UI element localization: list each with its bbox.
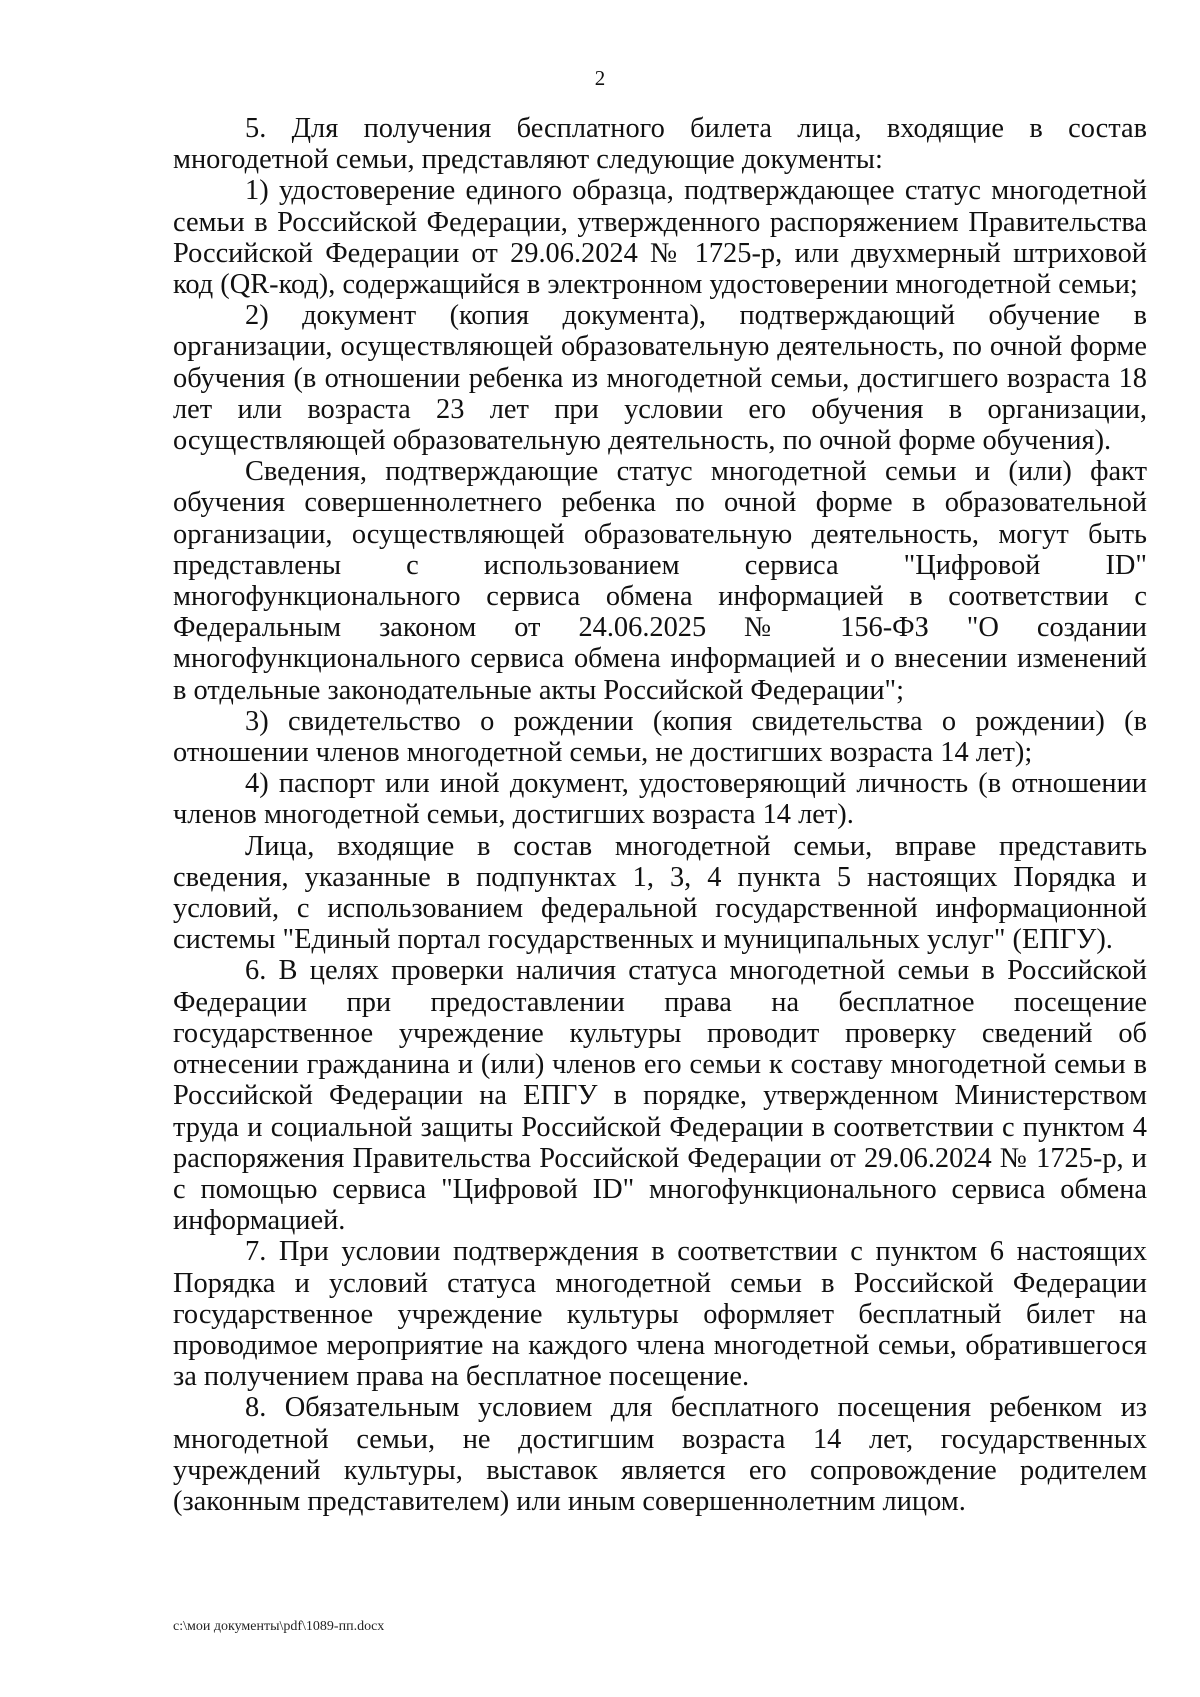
paragraph-item-5: 5. Для получения бесплатного билета лица, входящие в состав многодетной семьи, представляют следующие документы: <box>173 113 1147 176</box>
document-body <box>173 113 1147 1517</box>
paragraph-item-7: 7. При условии подтверждения в соответствии с пунктом 6 настоящих Порядка и условий статуса многодетной семьи в Российской Федерации государственное учреждение культуры оформляет бесплатный билет на проводимое мероприятие на каждого члена многодетной семьи, обратившегося за получением права на бесплатное посещение. <box>173 1236 1147 1393</box>
paragraph-epgu-info: Лица, входящие в состав многодетной семьи, вправе представить сведения, указанные в подпунктах 1, 3, 4 пункта 5 настоящих Порядка и условий, с использованием федеральной государственной информационной системы "Единый портал государственных и муниципальных услуг" (ЕПГУ). <box>173 830 1147 956</box>
page-number: 2 <box>594 66 606 90</box>
paragraph-item-6: 6. В целях проверки наличия статуса многодетной семьи в Российской Федерации при предоставлении права на бесплатное посещение государственное учреждение культуры проводит проверку сведений об отнесении гражданина и (или) членов его семьи к составу многодетной семьи в Российской Федерации на ЕПГУ в порядке, утвержденном Министерством труда и социальной защиты Российской Федерации в соответствии с пунктом 4 распоряжения Правительства Российской Федерации от 29.06.2024 № 1725-р, и с помощью сервиса "Цифровой ID" многофункционального сервиса обмена информацией. <box>173 955 1147 1237</box>
paragraph-subitem-1: 1) удостоверение единого образца, подтверждающее статус многодетной семьи в Российской Федерации, утвержденного распоряжением Правительства Российской Федерации от 29.06.2024 № 1725-р, или двухмерный штриховой код (QR-код), содержащийся в электронном удостоверении многодетной семьи; <box>173 175 1147 301</box>
footer-file-path: c:\мои документы\pdf\1089-пп.docx <box>173 1619 385 1634</box>
paragraph-item-8: 8. Обязательным условием для бесплатного посещения ребенком из многодетной семьи, не достигшим возраста 14 лет, государственных учреждений культуры, выставок является его сопровождение родителем (законным представителем) или иным совершеннолетним лицом. <box>173 1392 1147 1517</box>
paragraph-digital-id-info: Сведения, подтверждающие статус многодетной семьи и (или) факт обучения совершеннолетнего ребенка по очной форме в образовательной организации, осуществляющей образовательную деятельность, могут быть представлены с использованием сервиса "Цифровой ID" многофункционального сервиса обмена информацией в соответствии с Федеральным законом от 24.06.2025 № 156-ФЗ "О создании многофункционального сервиса обмена информацией и о внесении изменений в отдельные законодательные акты Российской Федерации"; <box>173 456 1147 706</box>
paragraph-subitem-3: 3) свидетельство о рождении (копия свидетельства о рождении) (в отношении членов многодетной семьи, не достигших возраста 14 лет); <box>173 705 1147 769</box>
paragraph-subitem-2: 2) документ (копия документа), подтверждающий обучение в организации, осуществляющей образовательную деятельность, по очной форме обучения (в отношении ребенка из многодетной семьи, достигшего возраста 18 лет или возраста 23 лет при условии его обучения в организации, осуществляющей образовательную деятельность, по очной форме обучения). <box>173 300 1147 457</box>
paragraph-subitem-4: 4) паспорт или иной документ, удостоверяющий личность (в отношении членов многодетной семьи, достигших возраста 14 лет). <box>173 768 1147 831</box>
